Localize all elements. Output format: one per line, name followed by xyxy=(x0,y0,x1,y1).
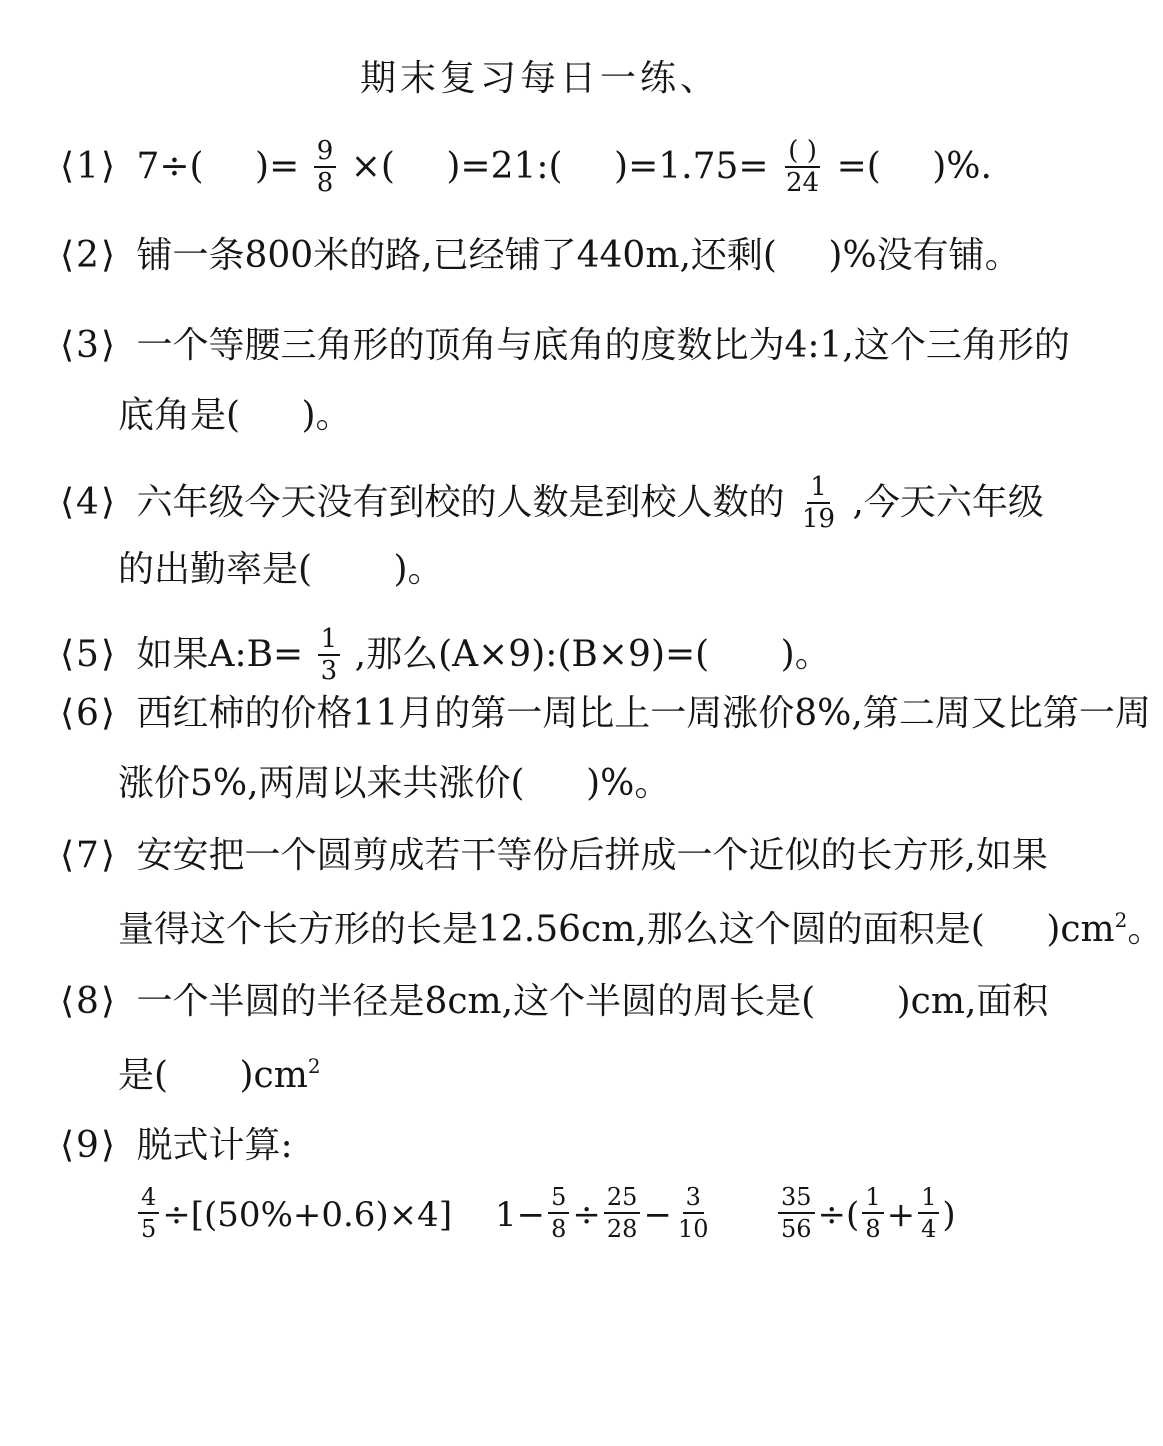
fraction-denominator: 10 xyxy=(677,1215,709,1243)
q1-part-3: ×( xyxy=(350,146,395,187)
fraction-denominator: 8 xyxy=(865,1215,881,1243)
fraction-numerator: 35 xyxy=(778,1184,815,1214)
calc2-part-a: 1− xyxy=(495,1195,546,1235)
calculation-row xyxy=(0,1180,1080,1250)
question-number: ⟨4⟩ xyxy=(60,482,117,523)
fraction-numerator: ( ) xyxy=(785,138,820,168)
question-4 xyxy=(60,472,1044,534)
q4-line-1a: 六年级今天没有到校的人数是到校人数的 xyxy=(136,482,785,523)
calculation-3 xyxy=(775,1180,956,1250)
calc2-fraction-3 xyxy=(675,1184,712,1242)
question-3 xyxy=(60,326,1070,366)
calc3-fraction-1 xyxy=(778,1184,815,1242)
q1-part-4: )=21:( xyxy=(446,146,563,187)
fraction-numerator: 1 xyxy=(807,474,830,504)
fraction-denominator: 56 xyxy=(781,1215,812,1243)
question-number: ⟨3⟩ xyxy=(60,325,117,366)
q1-part-1: 7÷( xyxy=(136,146,204,187)
question-3-continued xyxy=(118,396,352,436)
calculation-2 xyxy=(495,1180,715,1250)
q5-part-a: 如果A:B= xyxy=(136,634,304,675)
q8-line-2b: )cm xyxy=(239,1055,308,1096)
q3-line-2a: 底角是( xyxy=(118,395,241,436)
calc2-fraction-2 xyxy=(604,1184,641,1242)
fraction-numerator: 5 xyxy=(548,1184,569,1214)
fraction-denominator: 19 xyxy=(801,504,836,534)
question-5 xyxy=(60,624,831,686)
q5-part-c: )。 xyxy=(780,634,831,675)
q6-line-1: 西红柿的价格11月的第一周比上一周涨价8%,第二周又比第一周 xyxy=(136,693,1151,734)
question-number: ⟨6⟩ xyxy=(60,693,117,734)
question-7 xyxy=(60,836,1048,876)
calc3-fraction-2 xyxy=(862,1184,883,1242)
q4-line-1b: ,今天六年级 xyxy=(852,482,1044,523)
fraction-numerator: 1 xyxy=(318,626,341,656)
q9-label: 脱式计算: xyxy=(136,1125,293,1166)
fraction-denominator: 8 xyxy=(551,1215,567,1243)
calc2-part-c: − xyxy=(643,1195,672,1235)
q8-line-1b: )cm,面积 xyxy=(896,981,1049,1022)
q3-line-1: 一个等腰三角形的顶角与底角的度数比为4:1,这个三角形的 xyxy=(136,325,1070,366)
q2-text: 铺一条800米的路,已经铺了440m,还剩( xyxy=(136,235,777,276)
q6-line-2a: 涨价5%,两周以来共涨价( xyxy=(118,763,525,804)
q1-part-2: )= xyxy=(255,146,300,187)
q2-tail: )%没有铺。 xyxy=(828,235,1021,276)
question-number: ⟨8⟩ xyxy=(60,981,117,1022)
calc3-part-a: ÷( xyxy=(817,1195,860,1235)
calc2-fraction-1 xyxy=(548,1184,569,1242)
question-number: ⟨1⟩ xyxy=(60,146,117,187)
fraction-denominator: 3 xyxy=(320,656,338,686)
calc2-part-b: ÷ xyxy=(572,1195,601,1235)
question-9 xyxy=(60,1126,293,1166)
q5-part-b: ,那么(A×9):(B×9)=( xyxy=(354,634,710,675)
q4-line-2b: )。 xyxy=(393,549,444,590)
question-7-continued xyxy=(118,900,1163,950)
superscript: 2 xyxy=(1114,908,1128,932)
q1-fraction-2 xyxy=(783,138,822,196)
fraction-denominator: 4 xyxy=(921,1215,937,1243)
fraction-denominator: 5 xyxy=(141,1215,157,1243)
q8-line-2a: 是( xyxy=(118,1055,169,1096)
q4-fraction xyxy=(799,474,838,532)
q6-line-2b: )%。 xyxy=(586,763,671,804)
fraction-numerator: 4 xyxy=(138,1184,159,1214)
fraction-denominator: 24 xyxy=(786,168,820,198)
calc3-fraction-3 xyxy=(918,1184,939,1242)
q7-end: 。 xyxy=(1127,909,1163,950)
question-4-continued xyxy=(118,550,444,590)
q7-line-2a: 量得这个长方形的长是12.56cm,那么这个圆的面积是( xyxy=(118,909,985,950)
calc1-rest: ÷[(50%+0.6)×4] xyxy=(162,1195,453,1235)
question-1 xyxy=(60,136,992,198)
fraction-numerator: 25 xyxy=(604,1184,641,1214)
fraction-numerator: 1 xyxy=(918,1184,939,1214)
q1-part-5: )=1.75= xyxy=(614,146,769,187)
fraction-numerator: 9 xyxy=(314,138,337,168)
calc3-part-b: + xyxy=(886,1195,916,1235)
fraction-numerator: 1 xyxy=(862,1184,883,1214)
q8-line-1a: 一个半圆的半径是8cm,这个半圆的周长是( xyxy=(136,981,816,1022)
question-6 xyxy=(60,694,1151,734)
q1-fraction-1 xyxy=(314,138,337,196)
q1-part-6: =( xyxy=(836,146,881,187)
q1-part-7: )%. xyxy=(932,146,992,187)
q7-line-1: 安安把一个圆剪成若干等份后拼成一个近似的长方形,如果 xyxy=(136,835,1048,876)
fraction-denominator: 8 xyxy=(316,168,334,198)
question-2 xyxy=(60,236,1021,276)
question-number: ⟨9⟩ xyxy=(60,1125,117,1166)
calculation-1 xyxy=(135,1180,452,1250)
q5-fraction xyxy=(318,626,341,684)
fraction-denominator: 28 xyxy=(606,1215,638,1243)
question-number: ⟨2⟩ xyxy=(60,235,117,276)
fraction-numerator: 3 xyxy=(683,1184,704,1214)
q3-line-2b: )。 xyxy=(301,395,352,436)
superscript: 2 xyxy=(307,1054,321,1078)
question-8-continued xyxy=(118,1046,321,1096)
q4-line-2a: 的出勤率是( xyxy=(118,549,313,590)
q7-line-2b: )cm xyxy=(1046,909,1115,950)
calc3-part-c: ) xyxy=(942,1195,956,1235)
question-number: ⟨5⟩ xyxy=(60,634,117,675)
question-6-continued xyxy=(118,764,670,804)
calc1-fraction xyxy=(138,1184,159,1242)
worksheet-title: 期末复习每日一练、 xyxy=(359,58,720,99)
question-8 xyxy=(60,982,1048,1022)
question-number: ⟨7⟩ xyxy=(60,835,117,876)
